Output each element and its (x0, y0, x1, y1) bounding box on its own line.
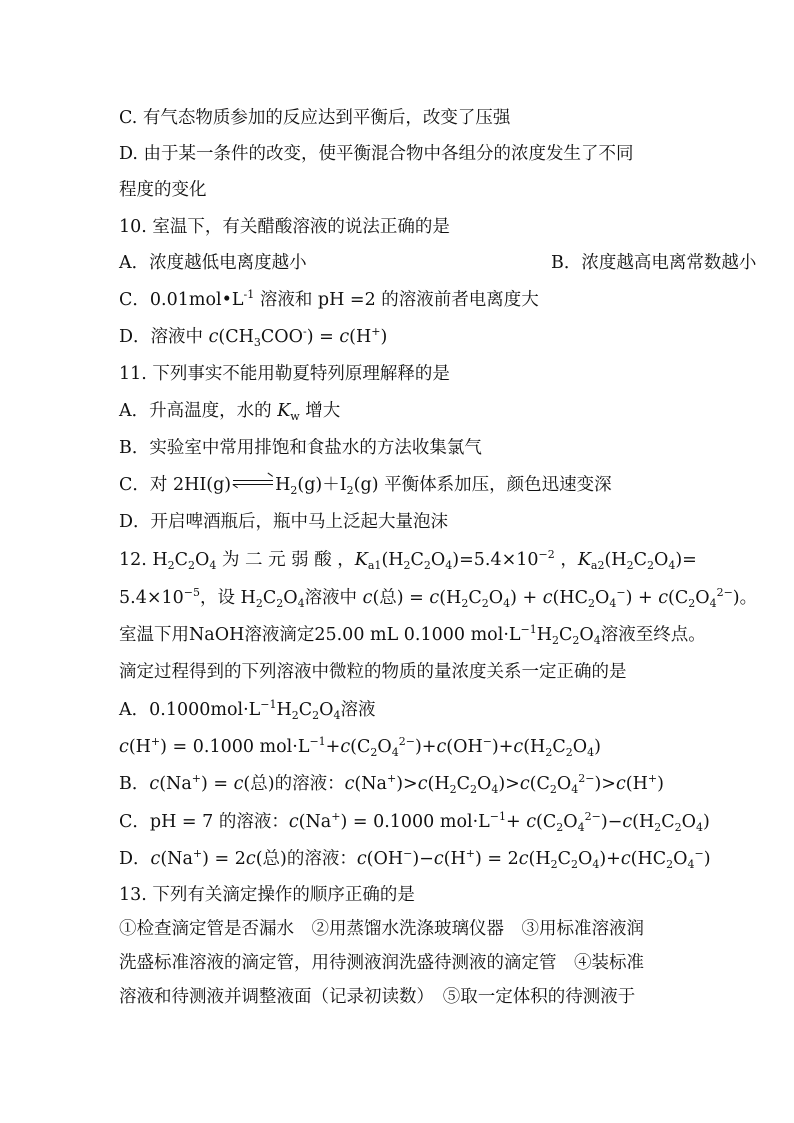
q10-option-c: C．$0.01mol•L^{-1}$ 溶液和 pH =2 的溶液前者电离度大 (119, 288, 539, 310)
q11-option-c: C．对 2HI(g) $H_2(g)+I_2(g)$ 平衡体系加压，颜色迅速变深 (119, 473, 612, 497)
q10-stem: 10. 室温下，有关醋酸溶液的说法正确的是 (119, 217, 450, 237)
q12-stem-line1: 12. $H_2C_2O_4$ 为 二 元 弱 酸 ，$K_{a1}(H_2C_2O_4)=5.4\times 10^{-2}$ ，$K_{a2}(H_2C_2O_4)=$ (119, 548, 697, 572)
q10-option-b: B．浓度越高电离常数越小 (551, 253, 757, 273)
q13-steps-line2: 洗盛标准溶液的滴定管，用待测液润洗盛待测液的滴定管 ④装标准 (119, 953, 644, 973)
q11-stem: 11. 下列事实不能用勒夏特列原理解释的是 (119, 364, 450, 384)
q10-option-d: D．溶液中 $c(CH_3COO^-) = c(H^+)$ (119, 325, 388, 349)
q12-option-a: A．$0.1000mol\cdot L^{-1}H_2C_2O_4$溶液 (119, 698, 376, 722)
q12-option-c: C．pH = 7 的溶液：c(Na+) = 0.1000 $mol\cdot L^{-1}+ c(C_2O_4^{2-})-c(H_2C_2O_4)$ (119, 810, 710, 834)
q11-option-a: A．升高温度，水的 $K_w$ 增大 (119, 401, 341, 423)
q12-stem-line4: 滴定过程得到的下列溶液中微粒的物质的量浓度关系一定正确的是 (119, 662, 627, 682)
q12-option-b: B．c(Na+) = c(总)的溶液：$c(Na^+)>c(H_2C_2O_4)>c(C_2O_4^{2-})>c(H^+)$ (119, 772, 664, 796)
equilibrium-arrow-icon (231, 477, 275, 489)
q12-option-a-equation: c(H+) = 0.1000 $mol\cdot L^{-1}+c(C_2O_4^{2-})+c(OH^-)+c(H_2C_2O_4)$ (119, 735, 601, 759)
q10-options-ab (119, 251, 757, 275)
q10-option-a: A．浓度越低电离度越小 (119, 253, 307, 273)
q11-option-b: B．实验室中常用排饱和食盐水的方法收集氯气 (119, 438, 482, 458)
q12-stem-line3: 室温下用NaOH溶液滴定25.00 mL 0.1000 $mol\cdot L^{-1}H_2C_2O_4$溶液至终点。 (119, 623, 706, 647)
q12-stem-line2: $5.4\times 10^{-5}$，设 $H_2C_2O_4$溶液中 c(总) = $c(H_2C_2O_4) + c(HC_2O_4^-) + c(C_2O_4^{2-})$。 (119, 586, 758, 610)
q13-steps-line1: ①检查滴定管是否漏水 ②用蒸馏水洗涤玻璃仪器 ③用标准溶液润 (119, 919, 644, 939)
q11-option-d: D．开启啤酒瓶后，瓶中马上泛起大量泡沫 (119, 512, 449, 532)
q9-option-d-line1: D. 由于某一条件的改变，使平衡混合物中各组分的浓度发生了不同 (119, 144, 634, 164)
q9-option-c: C. 有气态物质参加的反应达到平衡后，改变了压强 (119, 108, 511, 128)
q13-stem: 13. 下列有关滴定操作的顺序正确的是 (119, 885, 415, 905)
q12-option-d: D．c(Na+) = 2c(总)的溶液：$c(OH^-)-c(H^+) = 2c(H_2C_2O_4)+c(HC_2O_4^-)$ (119, 847, 711, 871)
q13-steps-line3: 溶液和待测液并调整液面（记录初读数） ⑤取一定体积的待测液于 (119, 987, 636, 1007)
q9-option-d-line2: 程度的变化 (119, 180, 207, 200)
